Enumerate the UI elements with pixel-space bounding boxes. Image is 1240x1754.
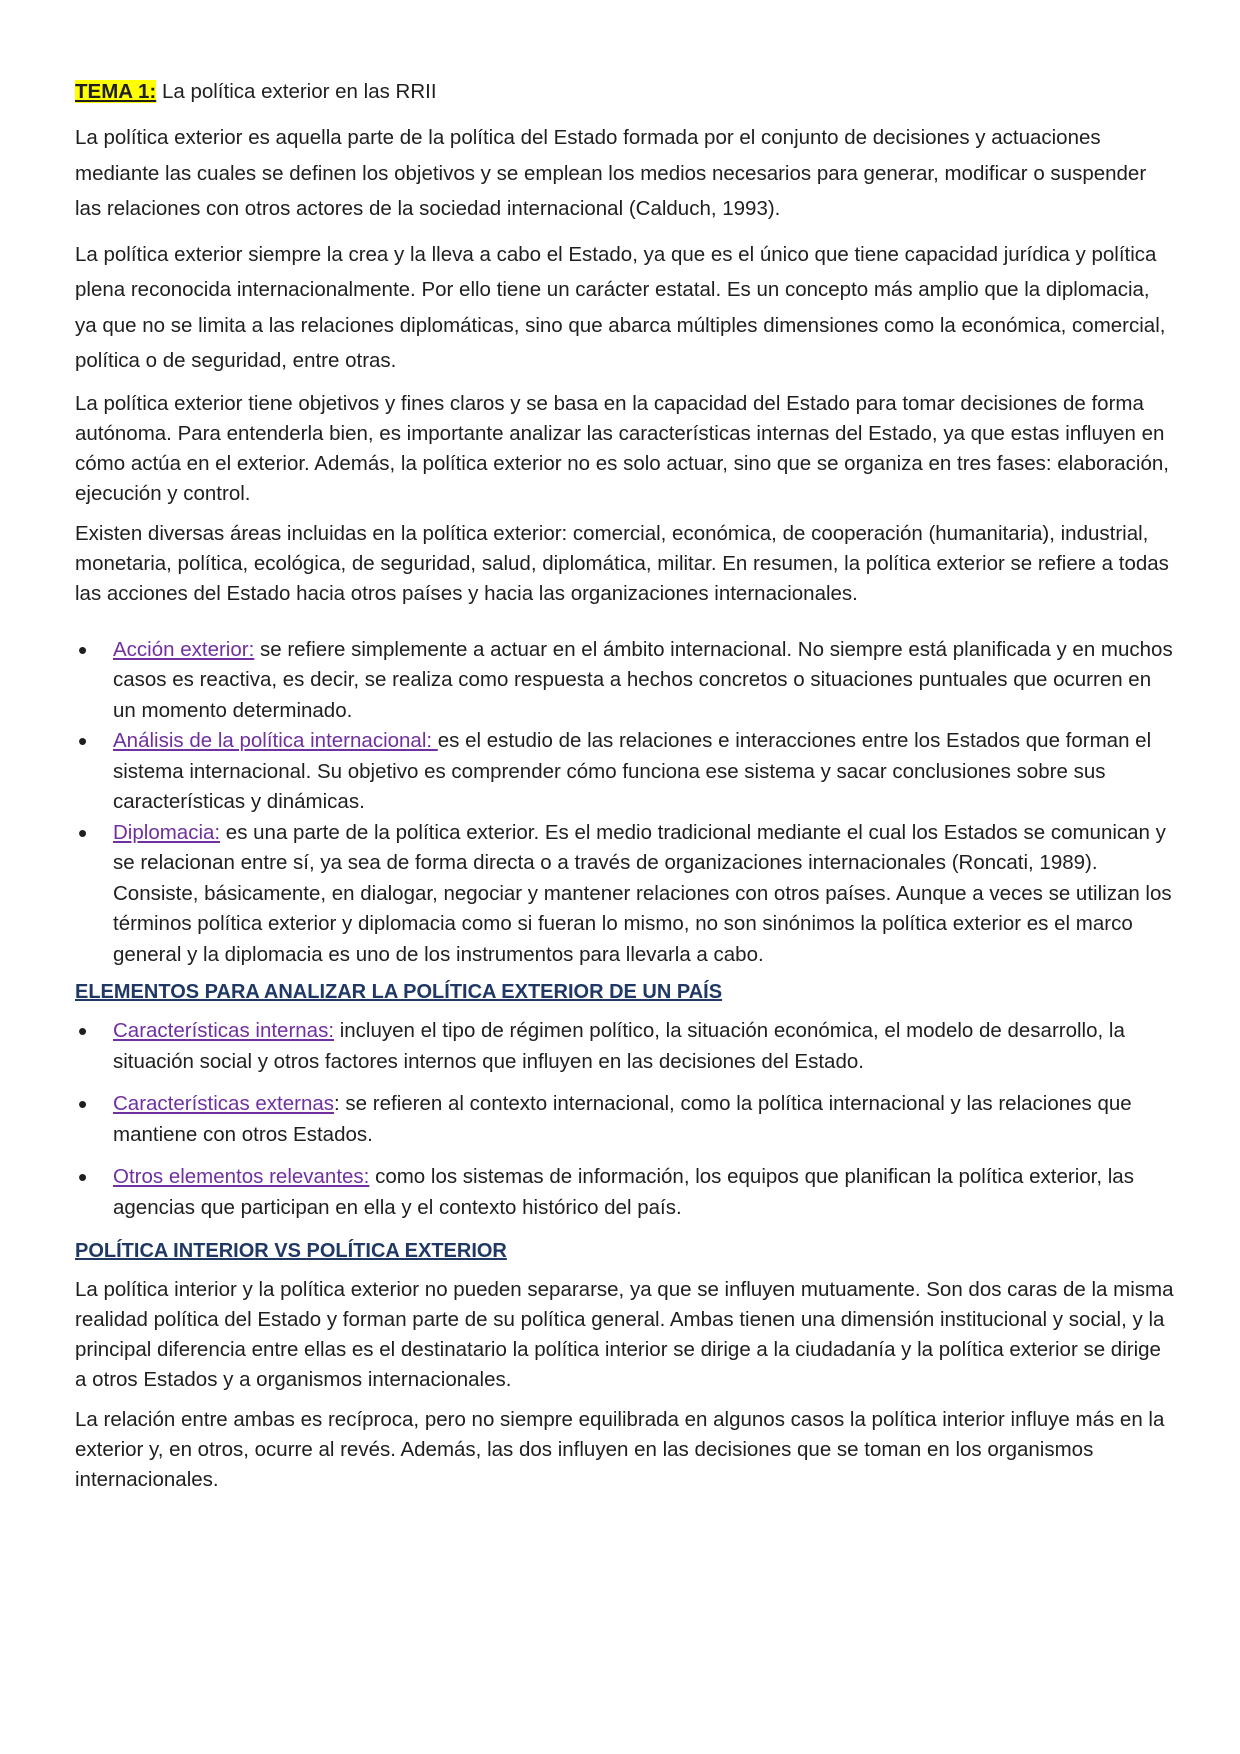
topic-title: La política exterior en las RRII — [156, 80, 437, 103]
term-analisis-politica-internacional: Análisis de la política internacional: — [113, 729, 438, 752]
term-accion-exterior: Acción exterior: — [113, 637, 255, 661]
intro-paragraph: La política exterior tiene objetivos y fines claros y se basa en la capacidad del Estado para tomar decisiones de forma autónoma. Para entenderla bien, es importante analizar las características internas del Estado, ya que estas influyen en cómo actúa en el exterior. Además, la política exterior no es solo actuar, sino que se organiza en tres fases: elaboración, ejecución y control. — [75, 391, 1169, 505]
intro-paragraph: Existen diversas áreas incluidas en la política exterior: comercial, económica, de cooperación (humanitaria), industrial, monetaria, política, ecológica, de seguridad, salud, diplomática, militar. En resumen, la política exterior se refiere a todas las acciones del Estado hacia otros países y hacia las organizaciones internacionales. — [75, 521, 1169, 605]
term-caracteristicas-externas: Características externas — [113, 1092, 335, 1115]
intro-paragraph: La política exterior siempre la crea y la lleva a cabo el Estado, ya que es el único que tiene capacidad jurídica y política plena reconocida internacionalmente. Por ello tiene un carácter estatal. Es un concepto más amplio que la diplomacia, ya que no se limita a las relaciones diplomáticas, sino que abarca múltiples dimensiones como la económica, comercial, política o de seguridad, entre otras. — [75, 242, 1166, 372]
item-text: incluyen el tipo de régimen político, la situación económica, el modelo de desarrollo, la situación social y otros factores internos que influyen en las decisiones del Estado. — [113, 1019, 1125, 1073]
document-page — [75, 76, 1175, 1505]
term-diplomacia: Diplomacia: — [113, 820, 221, 844]
item-text: : se refieren al contexto internacional, como la política internacional y las relaciones que mantiene con otros Estados. — [113, 1092, 1132, 1146]
list-item — [75, 726, 1175, 818]
section-heading-interior-vs-exterior: POLÍTICA INTERIOR VS POLÍTICA EXTERIOR — [75, 1240, 507, 1262]
term-otros-elementos: Otros elementos relevantes: — [113, 1165, 370, 1188]
page-title — [75, 76, 1175, 108]
intro-paragraph: La política exterior es aquella parte de la política del Estado formada por el conjunto de decisiones y actuaciones mediante las cuales se definen los objetivos y se emplean los medios necesarios para generar, modificar o suspender las relaciones con otros actores de la sociedad internacional (Calduch, 1993). — [75, 126, 1147, 220]
list-item — [75, 635, 1175, 727]
definition-text: es el estudio de las relaciones e interacciones entre los Estados que forman el sistema internacional. Su objetivo es comprender cómo funciona ese sistema y sacar conclusiones sobre sus características y dinámicas. — [113, 729, 1152, 813]
definition-text: es una parte de la política exterior. Es el medio tradicional mediante el cual los Estados se comunican y se relacionan entre sí, ya sea de forma directa o a través de organizaciones internacionales (Roncati, 1989). Consiste, básicamente, en dialogar, negociar y mantener relaciones con otros países. Aunque a veces se utilizan los términos política exterior y diplomacia como si fueran lo mismo, no son sinónimos la política exterior es el marco general y la diplomacia es uno de los instrumentos para llevarla a cabo. — [113, 820, 1172, 966]
definition-text: se refiere simplemente a actuar en el ámbito internacional. No siempre está planificada y en muchos casos es reactiva, es decir, se realiza como respuesta a hechos concretos o situaciones puntuales que ocurren en un momento determinado. — [113, 637, 1173, 722]
elements-list — [75, 1016, 1175, 1223]
definitions-list — [75, 635, 1175, 971]
section-paragraph: La política interior y la política exterior no pueden separarse, ya que se influyen mutuamente. Son dos caras de la misma realidad política del Estado y forman parte de su política general. Ambas tienen una dimensión institucional y social, y la principal diferencia entre ellas es el destinatario la política interior se dirige a la ciudadanía y la política exterior se dirige a otros Estados y a organismos internacionales. — [75, 1278, 1174, 1391]
list-item — [75, 1162, 1175, 1223]
term-caracteristicas-internas: Características internas: — [113, 1019, 335, 1042]
list-item — [75, 1016, 1175, 1077]
section-heading-elementos: ELEMENTOS PARA ANALIZAR LA POLÍTICA EXTERIOR DE UN PAÍS — [75, 981, 723, 1003]
topic-label: TEMA 1: — [75, 80, 157, 103]
list-item — [75, 1089, 1175, 1150]
item-text: como los sistemas de información, los equipos que planifican la política exterior, las agencias que participan en ella y el contexto histórico del país. — [113, 1165, 1134, 1219]
section-paragraph: La relación entre ambas es recíproca, pero no siempre equilibrada en algunos casos la política interior influye más en la exterior y, en otros, ocurre al revés. Además, las dos influyen en las decisiones que se toman en los organismos internacionales. — [75, 1408, 1165, 1491]
list-item — [75, 818, 1175, 971]
